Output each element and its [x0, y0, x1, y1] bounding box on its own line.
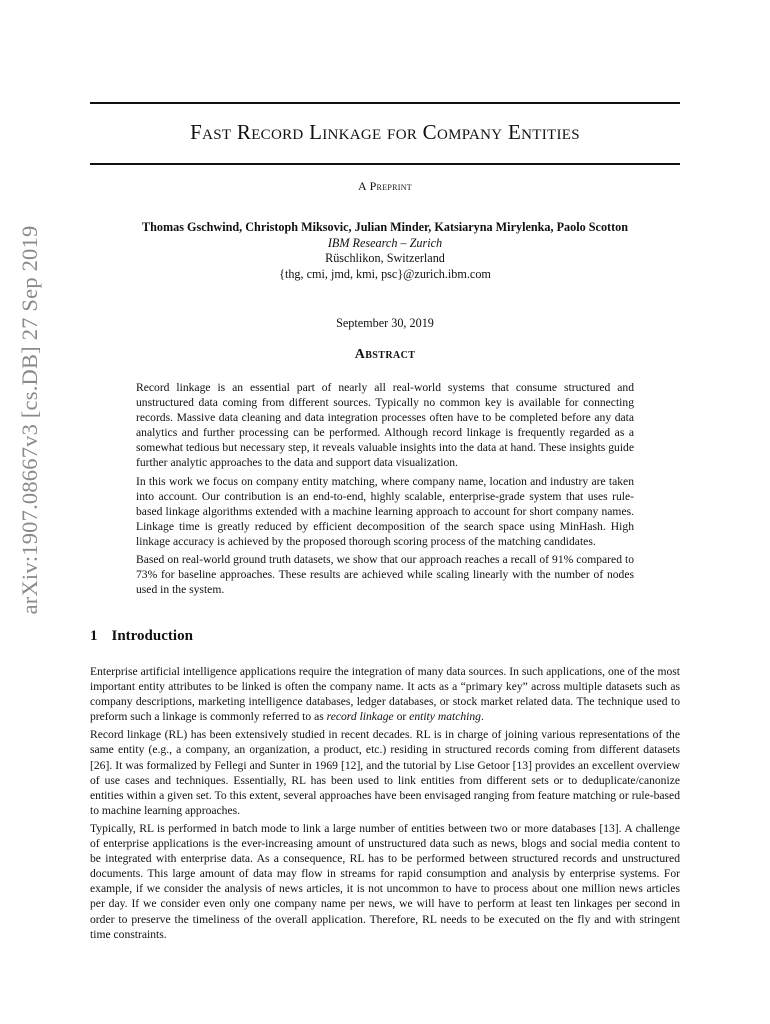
abstract-body: [136, 380, 634, 600]
arxiv-identifier: arXiv:1907.08667v3 [cs.DB] 27 Sep 2019: [17, 225, 42, 615]
abstract-paragraph: Record linkage is an essential part of nearly all real-world systems that consume structured and unstructured data coming from different sources. Typically no common key is available for connecting records. Massive data cleaning and data integration processes often have to be completed before any data analytics and further processing can be performed. Although record linkage is frequently regarded as a somewhat tedious but necessary step, it reveals valuable insights into the data at hand. These insights guide further analytic approaches to the data and support data visualization.: [136, 381, 634, 470]
introduction-body: [90, 664, 680, 945]
title-rule-top: [90, 102, 680, 104]
arxiv-sidebar: [6, 70, 54, 770]
title-rule-bottom: [90, 163, 680, 165]
body-paragraph: Typically, RL is performed in batch mode to link a large number of entities between two or more databases [13]. A challenge of enterprise applications is the ever-increasing amount of unstructured data such as news, blogs and social media content to be integrated with enterprise data. As a consequence, RL has to be performed between structured records and unstructured documents. This large amount of data may flow in streams for rapid consumption and analysis by enterprise systems. For example, if we consider the analysis of news articles, it is not uncommon to have to process about one million news articles per day. If we consider even only one company name per news, we will have to perform at least ten linkages per second in order to preserve the timeliness of the overall application. Therefore, RL needs to be executed on the fly and with stringent time constraints.: [90, 821, 680, 941]
section-number: 1: [90, 628, 98, 644]
abstract-paragraph: In this work we focus on company entity matching, where company name, location and industry are taken into account. Our contribution is an end-to-end, highly scalable, enterprise-grade system that uses rule-based linkage algorithms extended with a machine learning approach to account for short company names. Linkage time is greatly reduced by efficient decomposition of the search space using MinHash. High linkage accuracy is achieved by the proposed thorough scoring process of the matching candidates.: [136, 474, 634, 548]
term-entity-matching: entity matching: [409, 710, 481, 724]
author-block: [90, 220, 680, 282]
paper-title: Fast Record Linkage for Company Entities: [190, 120, 580, 144]
body-paragraph: Record linkage (RL) has been extensively studied in recent decades. RL is in charge of joining various representations of the same entity (e.g., a company, an organization, a product, etc.) residing in structured records coming from different datasets [26]. It was formalized by Fellegi and Sunter in 1969 [12], and the tutorial by Lise Getoor [13] provides an excellent overview of use cases and techniques. Essentially, RL has been used to link entities from different sets or to deduplicate/canonize entities within a given set. To this extent, several approaches have been envisaged ranging from feature matching or rule-based to machine learning approaches.: [90, 728, 680, 817]
author-affiliation: IBM Research – Zurich: [327, 235, 443, 250]
author-location: Rüschlikon, Switzerland: [325, 251, 445, 265]
paragraph-text: or: [393, 710, 410, 724]
term-record-linkage: record linkage: [326, 710, 394, 724]
section-heading-introduction: [90, 628, 193, 645]
paragraph-text: Enterprise artificial intelligence applications require the integration of many data sources. In such applications, one of the most important entity attributes to be linked is often the company name. It acts as a “primary key” across multiple datasets such as company descriptions, marketing intelligence databases, ledger databases, or stock market related data. The technique used to preform such a linkage is commonly referred to as: [90, 665, 680, 724]
paragraph-text: .: [480, 710, 484, 724]
author-names: Thomas Gschwind, Christoph Miksovic, Julian Minder, Katsiaryna Mirylenka, Paolo Scotton: [141, 220, 629, 234]
author-email: {thg, cmi, jmd, kmi, psc}@zurich.ibm.com: [279, 266, 491, 281]
paper-date: September 30, 2019: [336, 316, 434, 330]
body-paragraph: [90, 664, 680, 724]
abstract-paragraph: Based on real-world ground truth datasets, we show that our approach reaches a recall of 91% compared to 73% for baseline approaches. These results are achieved while scaling linearly with the number of nodes used in the system.: [136, 553, 634, 597]
abstract-heading: Abstract: [354, 347, 416, 362]
section-title: Introduction: [111, 628, 193, 644]
preprint-label: A Preprint: [357, 179, 412, 193]
